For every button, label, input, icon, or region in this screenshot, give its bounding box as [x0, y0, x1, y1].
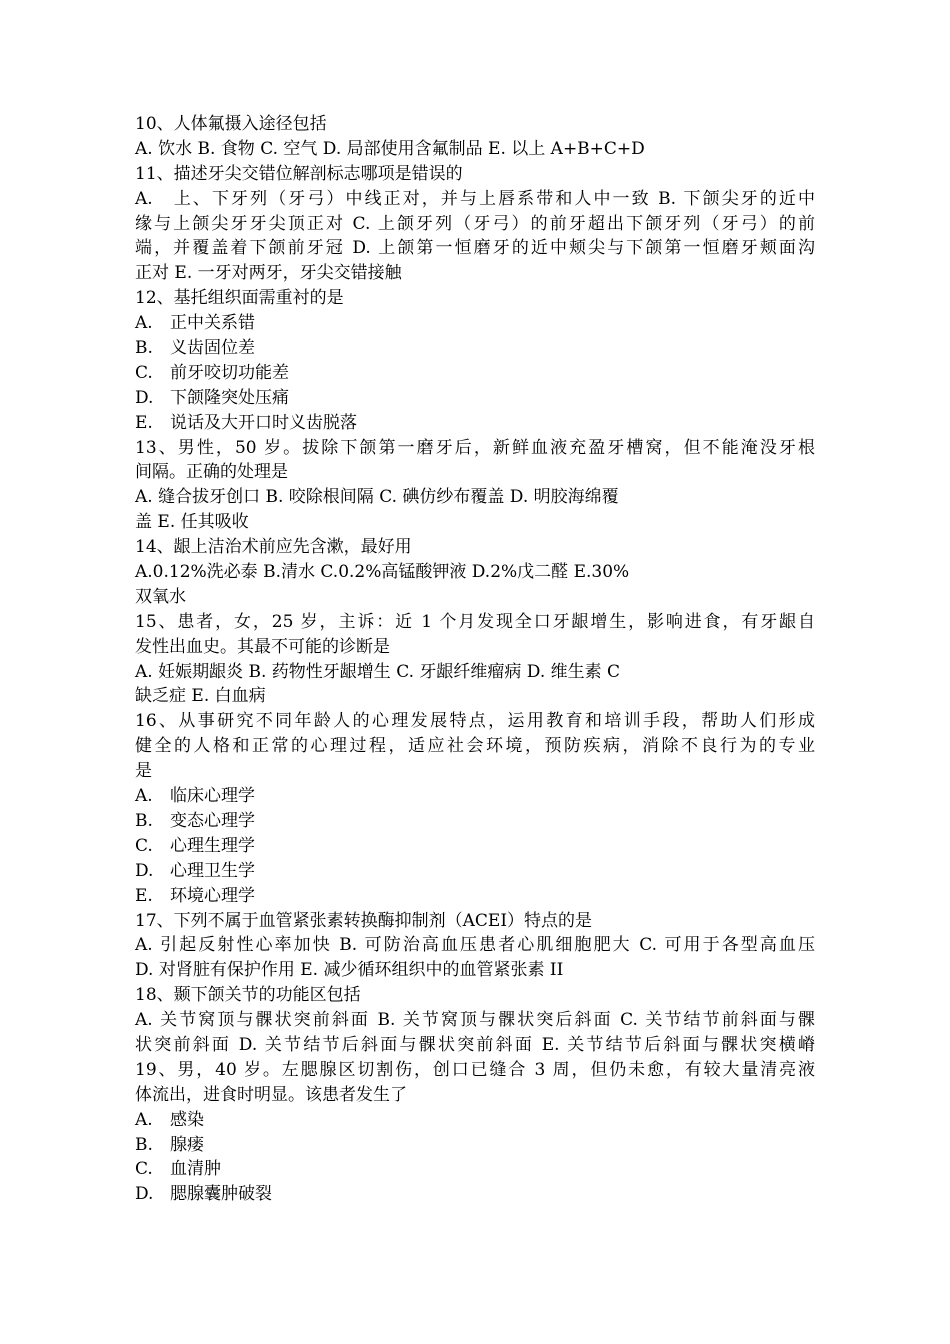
option-text: 说话及大开口时义齿脱落	[170, 412, 357, 433]
option-key: E.	[135, 412, 153, 433]
option-text: 感染	[170, 1109, 204, 1130]
option-key: B.	[135, 1134, 153, 1155]
text-line: 18、颞下颌关节的功能区包括	[135, 985, 361, 1006]
text-line: 13、男性，50 岁。拔除下颌第一磨牙后，新鲜血液充盈牙槽窝，但不能淹没牙根	[135, 437, 815, 458]
text-line: 16、从事研究不同年龄人的心理发展特点，运用教育和培训手段，帮助人们形成	[135, 711, 815, 732]
option-text: 心理生理学	[170, 835, 255, 856]
option-text: 临床心理学	[170, 786, 255, 807]
text-line	[135, 1157, 815, 1182]
text-line: A. 引起反射性心率加快 B. 可防治高血压患者心肌细胞肥大 C. 可用于各型高血压	[135, 935, 815, 956]
text-line: 正对 E. 一牙对两牙，牙尖交错接触	[135, 263, 402, 284]
text-line: 状突前斜面 D. 关节结节后斜面与髁状突前斜面 E. 关节结节后斜面与髁状突横嵴	[135, 1034, 815, 1055]
option-key: C.	[135, 835, 153, 856]
text-line: A.0.12%洗必泰 B.清水 C.0.2%高锰酸钾液 D.2%戊二醛 E.30%	[135, 562, 630, 583]
text-line	[135, 784, 815, 809]
text-line: 双氧水	[135, 586, 186, 607]
option-text: 腺瘘	[170, 1134, 204, 1155]
text-line	[135, 859, 815, 884]
option-key: A.	[135, 786, 153, 807]
text-line: 发性出血史。其最不可能的诊断是	[135, 636, 390, 657]
option-text: 变态心理学	[170, 810, 255, 831]
option-text: 义齿固位差	[170, 338, 255, 359]
text-line: D. 对肾脏有保护作用 E. 减少循环组织中的血管紧张素 II	[135, 960, 564, 981]
text-line	[135, 411, 815, 436]
text-line	[135, 1108, 815, 1133]
text-line	[135, 834, 815, 859]
option-key: D.	[135, 860, 154, 881]
text-line: 间隔。正确的处理是	[135, 462, 288, 483]
text-line: 14、龈上洁治术前应先含漱，最好用	[135, 537, 412, 558]
text-line	[135, 311, 815, 336]
option-text: 环境心理学	[170, 885, 255, 906]
text-line: 是	[135, 761, 152, 782]
text-line	[135, 361, 815, 386]
option-text: 血清肿	[170, 1159, 221, 1180]
text-line: 缺乏症 E. 白血病	[135, 686, 266, 707]
option-key: C.	[135, 362, 153, 383]
text-line	[135, 1182, 815, 1207]
text-line: 12、基托组织面需重衬的是	[135, 288, 344, 309]
text-line: 缘与上颌尖牙牙尖顶正对 C. 上颌牙列（牙弓）的前牙超出下颌牙列（牙弓）的前	[135, 213, 815, 234]
text-line: 端，并覆盖着下颌前牙冠 D. 上颌第一恒磨牙的近中颊尖与下颌第一恒磨牙颊面沟	[135, 238, 815, 259]
text-line: 盖 E. 任其吸收	[135, 512, 249, 533]
text-line	[135, 884, 815, 909]
option-key: C.	[135, 1159, 153, 1180]
option-text: 腮腺囊肿破裂	[170, 1184, 272, 1205]
option-key: B.	[135, 338, 153, 359]
option-key: A.	[135, 1109, 153, 1130]
option-text: 正中关系错	[170, 313, 255, 334]
option-text: 心理卫生学	[170, 860, 255, 881]
option-key: D.	[135, 387, 154, 408]
text-line: 健全的人格和正常的心理过程，适应社会环境，预防疾病，消除不良行为的专业	[135, 736, 815, 757]
option-key: A.	[135, 313, 153, 334]
option-key: B.	[135, 810, 153, 831]
text-line: 15、患者，女，25 岁，主诉：近 1 个月发现全口牙龈增生，影响进食，有牙龈自	[135, 611, 815, 632]
text-line	[135, 809, 815, 834]
text-line: 19、男，40 岁。左腮腺区切割伤，创口已缝合 3 周，但仍未愈，有较大量清亮液	[135, 1059, 815, 1080]
text-line	[135, 386, 815, 411]
text-line	[135, 336, 815, 361]
text-line: 10、人体氟摄入途径包括	[135, 114, 327, 134]
option-text: 下颌隆突处压痛	[170, 387, 289, 408]
text-line: A. 关节窝顶与髁状突前斜面 B. 关节窝顶与髁状突后斜面 C. 关节结节前斜面与髁	[135, 1010, 815, 1031]
text-line	[135, 1133, 815, 1158]
text-line: 17、下列不属于血管紧张素转换酶抑制剂（ACEI）特点的是	[135, 910, 593, 931]
option-key: E.	[135, 885, 153, 906]
text-line: A. 妊娠期龈炎 B. 药物性牙龈增生 C. 牙龈纤维瘤病 D. 维生素 C	[135, 661, 621, 682]
text-line: A. 缝合拔牙创口 B. 咬除根间隔 C. 碘仿纱布覆盖 D. 明胶海绵覆	[135, 487, 619, 508]
option-text: 前牙咬切功能差	[170, 362, 289, 383]
text-line: A. 上、下牙列（牙弓）中线正对，并与上唇系带和人中一致 B. 下颌尖牙的近中	[135, 188, 815, 209]
text-line: 11、描述牙尖交错位解剖标志哪项是错误的	[135, 163, 463, 184]
text-line: A. 饮水 B. 食物 C. 空气 D. 局部使用含氟制品 E. 以上 A+B+C+D	[135, 138, 645, 159]
text-line: 体流出，进食时明显。该患者发生了	[135, 1084, 407, 1105]
question-text-block	[135, 112, 815, 1207]
option-key: D.	[135, 1184, 154, 1205]
